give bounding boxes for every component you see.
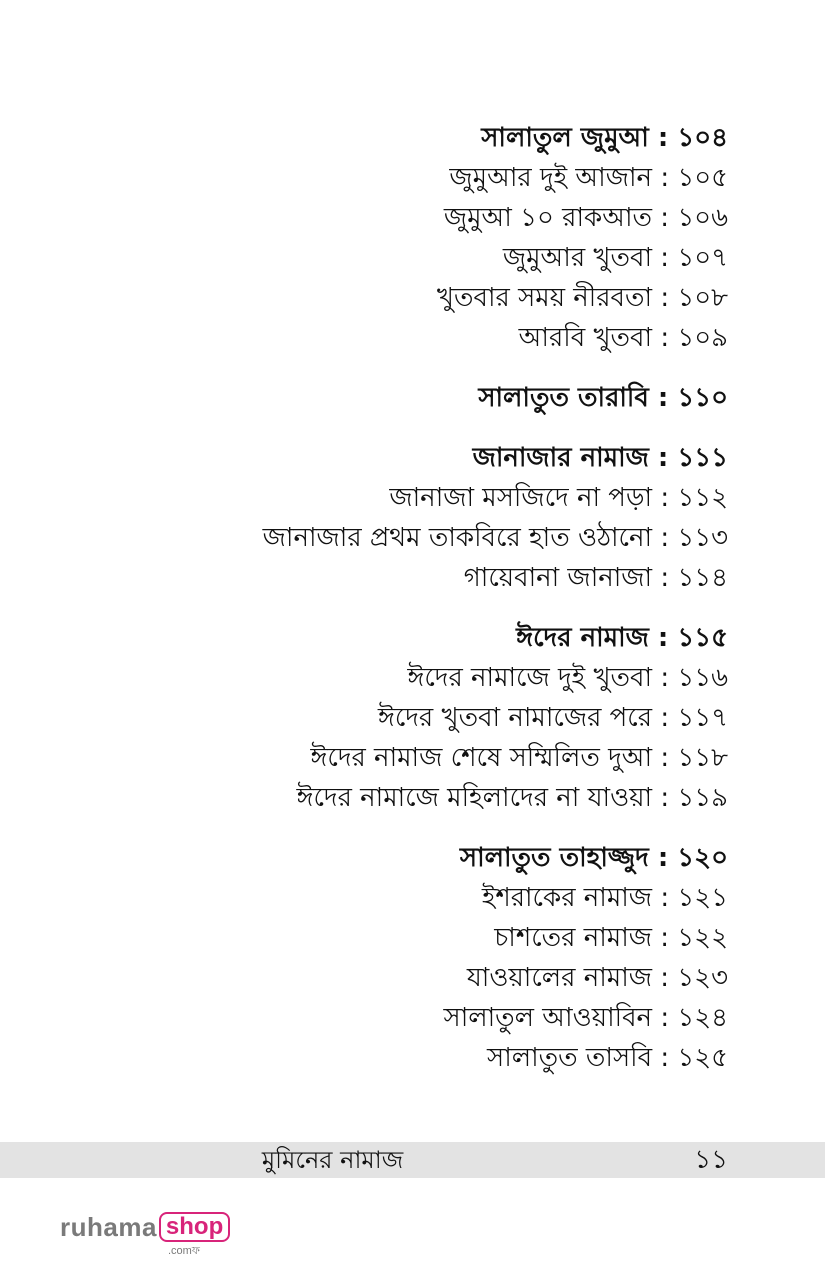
toc-item[interactable]: গায়েবানা জানাজা : ১১৪ (463, 563, 728, 593)
toc-item[interactable]: ঈদের নামাজে দুই খুতবা : ১১৬ (407, 663, 728, 693)
toc-group (28, 118, 728, 358)
toc-group (28, 838, 728, 1078)
toc-item[interactable]: খুতবার সময় নীরবতা : ১০৮ (436, 283, 728, 313)
toc-item[interactable]: সালাতুল আওয়াবিন : ১২৪ (443, 1003, 728, 1033)
toc-heading[interactable]: সালাতুত তাহাজ্জুদ : ১২০ (459, 843, 728, 873)
toc-item[interactable]: জুমুআ ১০ রাকআত : ১০৬ (443, 203, 728, 233)
toc-item[interactable]: জানাজার প্রথম তাকবিরে হাত ওঠানো : ১১৩ (262, 523, 728, 553)
table-of-contents (28, 118, 728, 1098)
toc-item[interactable]: ঈদের নামাজ শেষে সম্মিলিত দুআ : ১১৮ (310, 743, 728, 773)
toc-item[interactable]: চাশতের নামাজ : ১২২ (494, 923, 728, 953)
toc-heading[interactable]: সালাতুল জুমুআ : ১০৪ (481, 123, 728, 153)
page-footer (0, 1142, 825, 1178)
toc-item[interactable]: জুমুআর দুই আজান : ১০৫ (449, 163, 728, 193)
toc-group (28, 378, 728, 418)
toc-item[interactable]: যাওয়ালের নামাজ : ১২৩ (466, 963, 728, 993)
book-title: মুমিনের নামাজ (261, 1146, 404, 1174)
toc-item[interactable]: আরবি খুতবা : ১০৯ (518, 323, 728, 353)
toc-heading[interactable]: ঈদের নামাজ : ১১৫ (516, 623, 728, 653)
toc-item[interactable]: ইশরাকের নামাজ : ১২১ (481, 883, 728, 913)
toc-item[interactable]: জানাজা মসজিদে না পড়া : ১১২ (389, 483, 728, 513)
toc-heading[interactable]: জানাজার নামাজ : ১১১ (472, 443, 728, 473)
logo-text-shop: shop (159, 1212, 230, 1242)
logo-text-ruhama: ruhama (60, 1212, 157, 1242)
toc-heading[interactable]: সালাতুত তারাবি : ১১০ (478, 383, 728, 413)
toc-item[interactable]: ঈদের খুতবা নামাজের পরে : ১১৭ (377, 703, 728, 733)
toc-item[interactable]: জুমুআর খুতবা : ১০৭ (502, 243, 728, 273)
page-number: ১১ (694, 1145, 728, 1175)
toc-item[interactable]: ঈদের নামাজে মহিলাদের না যাওয়া : ১১৯ (296, 783, 728, 813)
toc-item[interactable]: সালাতুত তাসবি : ১২৫ (487, 1043, 728, 1073)
logo-text-suffix: .comফ (168, 1245, 200, 1257)
toc-group (28, 438, 728, 598)
toc-group (28, 618, 728, 818)
brand-logo (60, 1212, 230, 1257)
